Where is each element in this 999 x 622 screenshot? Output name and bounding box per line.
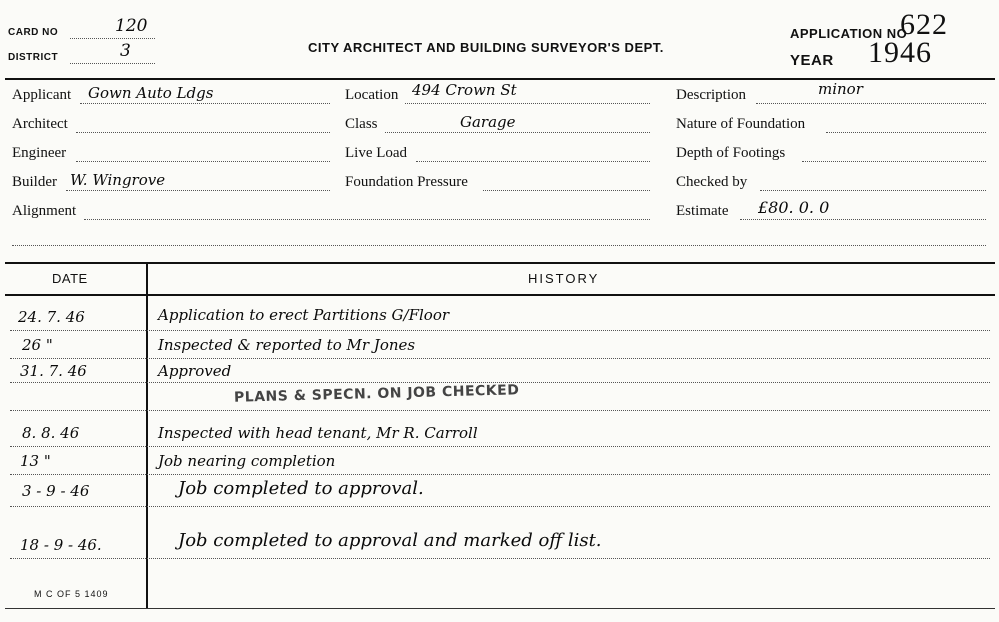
row-rule — [10, 506, 990, 507]
builder-value: W. Wingrove — [70, 171, 166, 189]
district-value: 3 — [120, 41, 131, 61]
history-date: 3 - 9 - 46 — [22, 482, 90, 500]
description-value: minor — [818, 80, 863, 98]
table-top-rule — [5, 262, 995, 264]
builder-line — [66, 190, 330, 191]
blank-line-1 — [12, 245, 986, 246]
application-label: APPLICATION NO — [790, 26, 908, 41]
row-rule — [10, 446, 990, 447]
engineer-line — [76, 161, 330, 162]
applicant-label: Applicant — [12, 87, 72, 103]
history-date: 26 " — [22, 336, 53, 354]
foundation-pressure-label: Foundation Pressure — [345, 174, 468, 190]
district-line — [70, 63, 155, 64]
card-no-line — [70, 38, 155, 39]
depth-of-footings-line — [802, 161, 986, 162]
location-label: Location — [345, 87, 399, 103]
depth-of-footings-label: Depth of Footings — [676, 145, 786, 161]
history-entry: Inspected & reported to Mr Jones — [158, 336, 416, 354]
approval-stamp: PLANS & SPECN. ON JOB CHECKED — [233, 382, 520, 406]
history-column-header: HISTORY — [528, 271, 600, 286]
estimate-label: Estimate — [676, 203, 729, 219]
card-no-label: CARD NO — [8, 27, 59, 38]
checked-by-line — [760, 190, 986, 191]
history-date: 31. 7. 46 — [20, 362, 87, 380]
history-entry: Job completed to approval and marked off list. — [178, 530, 602, 551]
row-rule — [10, 558, 990, 559]
description-line — [756, 103, 986, 104]
alignment-line — [84, 219, 650, 220]
class-value: Garage — [460, 113, 516, 131]
history-date: 24. 7. 46 — [18, 308, 85, 326]
date-column-divider — [146, 262, 148, 608]
engineer-label: Engineer — [12, 145, 67, 161]
bottom-rule — [5, 608, 995, 609]
nature-of-foundation-line — [826, 132, 986, 133]
alignment-label: Alignment — [12, 203, 77, 219]
nature-of-foundation-label: Nature of Foundation — [676, 116, 806, 132]
history-entry: Inspected with head tenant, Mr R. Carroll — [158, 424, 478, 442]
row-rule — [10, 474, 990, 475]
history-date: 13 " — [20, 452, 51, 470]
year-value: 1946 — [868, 36, 932, 69]
history-date: 8. 8. 46 — [22, 424, 80, 442]
card-no-value: 120 — [115, 16, 148, 36]
history-entry: Job completed to approval. — [178, 478, 424, 499]
history-entry: Job nearing completion — [158, 452, 336, 470]
table-header-rule — [5, 294, 995, 296]
history-entry: Application to erect Partitions G/Floor — [158, 306, 450, 324]
year-label: YEAR — [790, 52, 834, 69]
form-code: M C OF 5 1409 — [34, 589, 109, 599]
applicant-line — [80, 103, 330, 104]
district-label: DISTRICT — [8, 52, 59, 63]
applicant-value: Gown Auto Ldgs — [88, 84, 214, 102]
estimate-value: £80. 0. 0 — [758, 198, 830, 217]
architect-line — [76, 132, 330, 133]
live-load-line — [416, 161, 650, 162]
row-rule — [10, 330, 990, 331]
history-entry: Approved — [158, 362, 232, 380]
estimate-line — [740, 219, 986, 220]
builder-label: Builder — [12, 174, 57, 190]
row-rule — [10, 410, 990, 411]
location-value: 494 Crown St — [412, 81, 517, 99]
date-column-header: DATE — [52, 271, 88, 286]
application-number: 622 — [900, 8, 948, 41]
architect-label: Architect — [12, 116, 68, 132]
foundation-pressure-line — [483, 190, 650, 191]
location-line — [405, 103, 650, 104]
checked-by-label: Checked by — [676, 174, 748, 190]
history-date: 18 - 9 - 46. — [20, 536, 102, 554]
department-title: CITY ARCHITECT AND BUILDING SURVEYOR'S DEPT. — [308, 40, 664, 55]
row-rule — [10, 358, 990, 359]
description-label: Description — [676, 87, 746, 103]
class-line — [385, 132, 650, 133]
live-load-label: Live Load — [345, 145, 408, 161]
class-label: Class — [345, 116, 378, 132]
